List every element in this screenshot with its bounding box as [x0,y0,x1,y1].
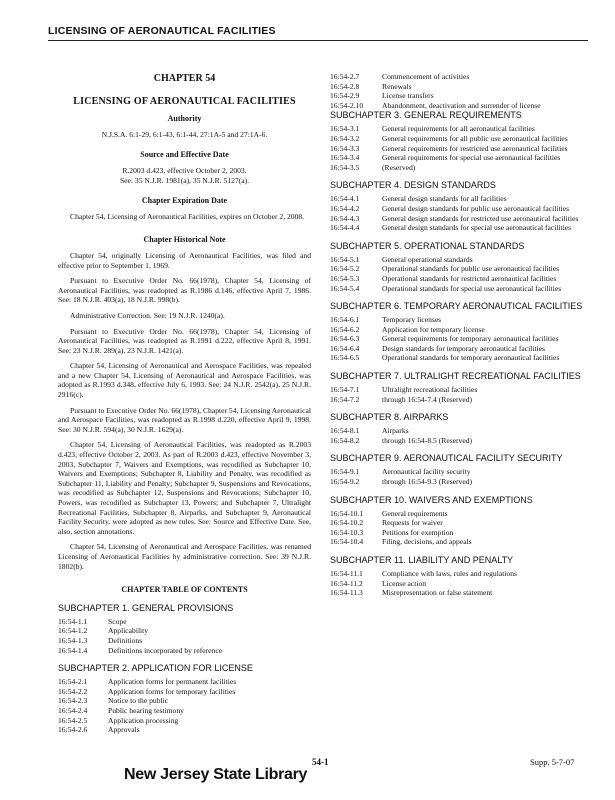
toc-section-title: General design standards for special use aeronautical facilities [382,223,572,233]
history-paragraph: Pursuant to Executive Order No. 66(1978), Chapter 54, Licensing Aeronautical and Aerospace Facilities, was readopted as R.1998 d.220, effective April 9, 1998. See: 30 N.J.R. 594(a), 30 N.J.R. 1629(a). [58,405,311,434]
toc-section-title: Petitions for exemption [382,527,454,537]
toc-section-number: 16:54-6.2 [330,324,360,334]
toc-entry [330,325,592,335]
toc-entry [330,334,592,344]
toc-section-number: 16:54-2.9 [330,91,360,101]
toc-section-number: 16:54-11.1 [330,569,363,578]
header-rule [48,40,588,41]
toc-section-title: Commencement of activities [382,72,470,81]
toc-section-title: General requirements for restricted use aeronautical facilities [382,143,568,153]
toc-section-number: 16:54-5.3 [330,273,360,283]
expiration-heading: Chapter Expiration Date [141,196,228,206]
toc-section-title: Filing, decisions, and appeals [382,537,472,547]
history-paragraph: Administrative Correction. See: 19 N.J.R. 1240(a). [70,310,225,320]
toc-section-number: 16:54-11.2 [330,578,363,588]
source-line-2: See: 35 N.J.R. 1981(a), 35 N.J.R. 5127(a). [119,175,250,185]
toc-entry [58,617,311,627]
toc-entry [330,588,592,598]
subchapter-heading: SUBCHAPTER 2. APPLICATION FOR LICENSE [58,663,253,674]
toc-entry [58,687,311,697]
toc-section-number: 16:54-1.4 [58,645,88,655]
toc-entry [330,426,592,436]
toc-entry [330,144,592,154]
toc-section-number: 16:54-6.4 [330,343,360,353]
toc-section-title: through 16:54-7.4 (Reserved) [382,394,473,404]
chapter-title: LICENSING OF AERONAUTICAL FACILITIES [73,95,296,107]
toc-section-number: 16:54-1.3 [58,635,88,645]
toc-section-number: 16:54-7.2 [330,394,360,404]
toc-section-title: Application forms for temporary facilities [108,686,236,696]
toc-entry [330,163,592,173]
toc-entry [330,134,592,144]
toc-section-number: 16:54-4.4 [330,223,360,233]
toc-section-number: 16:54-9.2 [330,477,360,487]
toc-section-title: Renewals [382,81,412,91]
toc-section-number: 16:54-10.2 [330,518,364,528]
left-column [58,72,311,735]
toc-section-number: 16:54-2.2 [58,686,88,696]
toc-section-title: General design standards for restricted use aeronautical facilities [382,213,579,223]
toc-section-title: General requirements [382,508,448,518]
toc-section-title: Public hearing testimony [108,705,184,715]
toc-section-title: License transfers [382,91,434,101]
toc-section-number: 16:54-8.1 [330,426,360,436]
toc-section-number: 16:54-11.3 [330,588,363,598]
toc-section-title: Ultralight recreational facilities [382,385,478,395]
toc-entry [330,223,592,233]
toc-left-list [58,603,311,735]
toc-section-title: Airparks [382,426,409,436]
toc-entry [58,636,311,646]
subchapter-heading: SUBCHAPTER 7. ULTRALIGHT RECREATIONAL FACILITIES [330,371,581,382]
toc-section-number: 16:54-2.4 [58,705,88,715]
toc-entry [330,344,592,354]
toc-heading: CHAPTER TABLE OF CONTENTS [121,585,248,595]
toc-section-number: 16:54-2.6 [58,725,88,735]
toc-section-title: General operational standards [382,254,473,264]
subchapter-heading: SUBCHAPTER 9. AERONAUTICAL FACILITY SECURITY [330,453,563,464]
toc-section-number: 16:54-8.2 [330,435,360,445]
toc-entry [330,579,592,589]
toc-entry [330,91,592,101]
toc-section-title: General design standards for public use aeronautical facilities [382,203,570,213]
toc-entry [330,284,592,294]
supplement-date: Supp. 5-7-07 [530,757,575,767]
toc-section-number: 16:54-10.4 [330,537,364,547]
expiration-text: Chapter 54, Licensing of Aeronautical Facilities, expires on October 2, 2008. [70,211,305,221]
running-head: LICENSING OF AERONAUTICAL FACILITIES [48,25,276,37]
toc-entry [330,528,592,538]
library-name: New Jersey State Library [124,766,308,783]
toc-section-number: 16:54-4.1 [330,194,360,204]
toc-section-title: General requirements for special use aeronautical facilities [382,153,561,163]
toc-section-title: through 16:54-8.5 (Reserved) [382,435,473,445]
subchapter-heading: SUBCHAPTER 3. GENERAL REQUIREMENTS [330,110,522,121]
toc-section-title: Applicability [108,626,149,636]
toc-continuation-list [330,72,592,110]
toc-entry [58,716,311,726]
toc-entry [330,194,592,204]
toc-section-title: General requirements for temporary aeronautical facilities [382,334,559,344]
toc-entry [330,204,592,214]
toc-entry [330,518,592,528]
toc-section-title: Approvals [108,725,140,735]
authority-text: N.J.S.A. 6:1-29, 6:1-43, 6:1-44, 27:1A-5 and 27:1A-6. [101,129,268,139]
toc-section-title: Application processing [108,715,179,725]
subchapter-heading: SUBCHAPTER 10. WAIVERS AND EXEMPTIONS [330,494,533,505]
toc-section-title: Temporary licenses [382,315,442,325]
toc-entry [330,82,592,92]
toc-section-number: 16:54-3.1 [330,124,360,134]
toc-entry [330,214,592,224]
subchapter-heading: SUBCHAPTER 1. GENERAL PROVISIONS [58,602,234,613]
toc-section-title: License action [382,578,427,588]
toc-entry [330,509,592,519]
toc-section-number: 16:54-1.1 [58,616,88,626]
toc-section-number: 16:54-5.2 [330,264,360,274]
toc-entry [330,101,592,111]
toc-section-number: 16:54-2.8 [330,81,360,91]
toc-section-title: Operational standards for public use aeronautical facilities [382,264,560,274]
toc-section-number: 16:54-7.1 [330,385,360,395]
toc-entry [330,477,592,487]
toc-entry [330,124,592,134]
toc-section-title: General requirements for all public use aeronautical facilities [382,133,568,143]
toc-section-title: Operational standards for special use aeronautical facilities [382,283,562,293]
history-paragraph: Chapter 54, Licensing of Aeronautical and Aerospace Facilities, was repealed and a new Chapter 54, Licensing of Aeronautical and Aerospace Facilities, was adopted as R.1993 d.348, effective July 6, 1993. See: 24 N.J.R. 2542(a), 25 N.J.R. 2916(c). [58,361,311,400]
source-line-1: R.2003 d.423, effective October 2, 2003. [122,165,247,175]
toc-entry [330,255,592,265]
toc-section-number: 16:54-10.1 [330,508,364,518]
toc-entry [330,569,592,579]
subchapter-heading: SUBCHAPTER 8. AIRPARKS [330,412,449,423]
toc-section-number: 16:54-2.3 [58,696,88,706]
subchapter-heading: SUBCHAPTER 6. TEMPORARY AERONAUTICAL FACILITIES [330,301,583,312]
history-paragraph: Pursuant to Executive Order No. 66(1978), Chapter 54, Licensing of Aeronautical Facilities, was readopted as R.1986 d.146, effective April 7, 1986. See: 18 N.J.R. 403(a), 18 N.J.R. 998(b). [58,276,311,305]
toc-entry [58,677,311,687]
toc-section-title: Scope [108,616,127,626]
toc-entry [330,315,592,325]
history-heading: Chapter Historical Note [143,235,226,245]
toc-section-title: (Reserved) [382,162,416,172]
toc-section-number: 16:54-4.3 [330,213,360,223]
toc-section-title: Abandonment, deactivation and surrender of license [382,100,541,110]
toc-entry [330,274,592,284]
toc-section-number: 16:54-6.3 [330,334,360,344]
toc-section-number: 16:54-2.10 [330,100,364,110]
toc-section-number: 16:54-6.5 [330,353,360,363]
toc-entry [330,537,592,547]
history-paragraph: Chapter 54, Licensing of Aeronautical and Aerospace Facilities, was renamed Licensing of Aeronautical Facilities by administrative correction. See: 39 N.J.R. 1802(b). [58,542,311,571]
history-paragraphs [58,251,311,571]
subchapter-heading: SUBCHAPTER 5. OPERATIONAL STANDARDS [330,240,525,251]
toc-section-title: Application forms for permanent facilities [108,677,237,687]
toc-entry [330,436,592,446]
toc-section-number: 16:54-10.3 [330,527,364,537]
toc-section-title: Design standards for temporary aeronautical facilities [382,343,545,353]
toc-section-title: General design standards for all facilities [382,194,507,204]
chapter-number: CHAPTER 54 [153,73,216,84]
subchapter-heading: SUBCHAPTER 4. DESIGN STANDARDS [330,180,496,191]
toc-section-title: through 16:54-9.3 (Reserved) [382,477,473,487]
toc-entry [330,264,592,274]
toc-section-number: 16:54-1.2 [58,626,88,636]
toc-section-number: 16:54-3.3 [330,143,360,153]
toc-entry [58,696,311,706]
toc-section-title: Application for temporary license [382,324,485,334]
toc-entry [58,725,311,735]
toc-section-title: Definitions [108,635,143,645]
toc-section-number: 16:54-2.1 [58,677,88,687]
toc-section-number: 16:54-4.2 [330,203,360,213]
toc-entry [330,72,592,82]
toc-section-title: General requirements for all aeronautical facilities [382,124,535,134]
toc-section-number: 16:54-3.2 [330,133,360,143]
toc-entry [330,385,592,395]
history-paragraph: Pursuant to Executive Order No. 66(1978), Chapter 54, Licensing of Aeronautical Facilities, was readopted as R.1991 d.222, effective April 8, 1991. See: 23 N.J.R. 289(a), 23 N.J.R. 1421(a). [58,326,311,355]
toc-section-title: Notice to the public [108,696,169,706]
subchapter-heading: SUBCHAPTER 11. LIABILITY AND PENALTY [330,555,514,565]
toc-entry [330,467,592,477]
toc-entry [58,646,311,656]
toc-entry [58,626,311,636]
toc-entry [58,706,311,716]
toc-entry [330,153,592,163]
toc-section-number: 16:54-2.5 [58,715,88,725]
toc-section-number: 16:54-5.4 [330,283,360,293]
toc-section-title: Definitions incorporated by reference [108,645,223,655]
toc-section-number: 16:54-2.7 [330,72,360,81]
right-column [330,72,592,598]
authority-heading: Authority [167,114,202,124]
toc-section-number: 16:54-9.1 [330,467,360,477]
toc-right-list [330,110,592,597]
toc-section-title: Operational standards for temporary aeronautical facilities [382,353,560,363]
history-paragraph: Chapter 54, Licensing of Aeronautical Facilities, was readopted as R.2003 d.423, effective October 2, 2003. As part of R.2003 d.423, effective November 3, 2003, Subchapter 7, Waivers and Exemptions, was recodified as Subchapter 10, Waivers and Exemptions; Subchapter 8, Liability and Penalty, was recodified as Subchapter 11, Liability and Penalty; Subchapter 9, Suspensions and Revocations, was recodified as Subchapter 12, Suspensions and Revocations; Subchapter 10, Powers, was recodified as Subchapter 13, Powers; and Subchapter 7, Ultralight Recreational Facilities, Subchapter 8, Airparks, and Subchapter 9, Aeronautical Facility Security, were adopted as new rules. See: Source and Effective Date. See, also, section annotations. [58,440,311,536]
toc-section-title: Operational standards for restricted aeronautical facilities [382,273,557,283]
toc-section-number: 16:54-6.1 [330,315,360,325]
page-number: 54-1 [312,757,329,767]
toc-section-number: 16:54-3.4 [330,153,360,163]
toc-section-number: 16:54-5.1 [330,254,360,264]
toc-section-title: Aeronautical facility security [382,467,471,477]
toc-section-number: 16:54-3.5 [330,162,360,172]
toc-entry [330,395,592,405]
toc-entry [330,353,592,363]
toc-section-title: Misrepresentation or false statement [382,588,493,598]
toc-section-title: Compliance with laws, rules and regulations [382,569,517,578]
source-heading: Source and Effective Date [140,150,229,160]
toc-section-title: Requests for waiver [382,518,443,528]
history-paragraph: Chapter 54, originally Licensing of Aeronautical Facilities, was filed and effective prior to September 1, 1969. [58,250,311,270]
